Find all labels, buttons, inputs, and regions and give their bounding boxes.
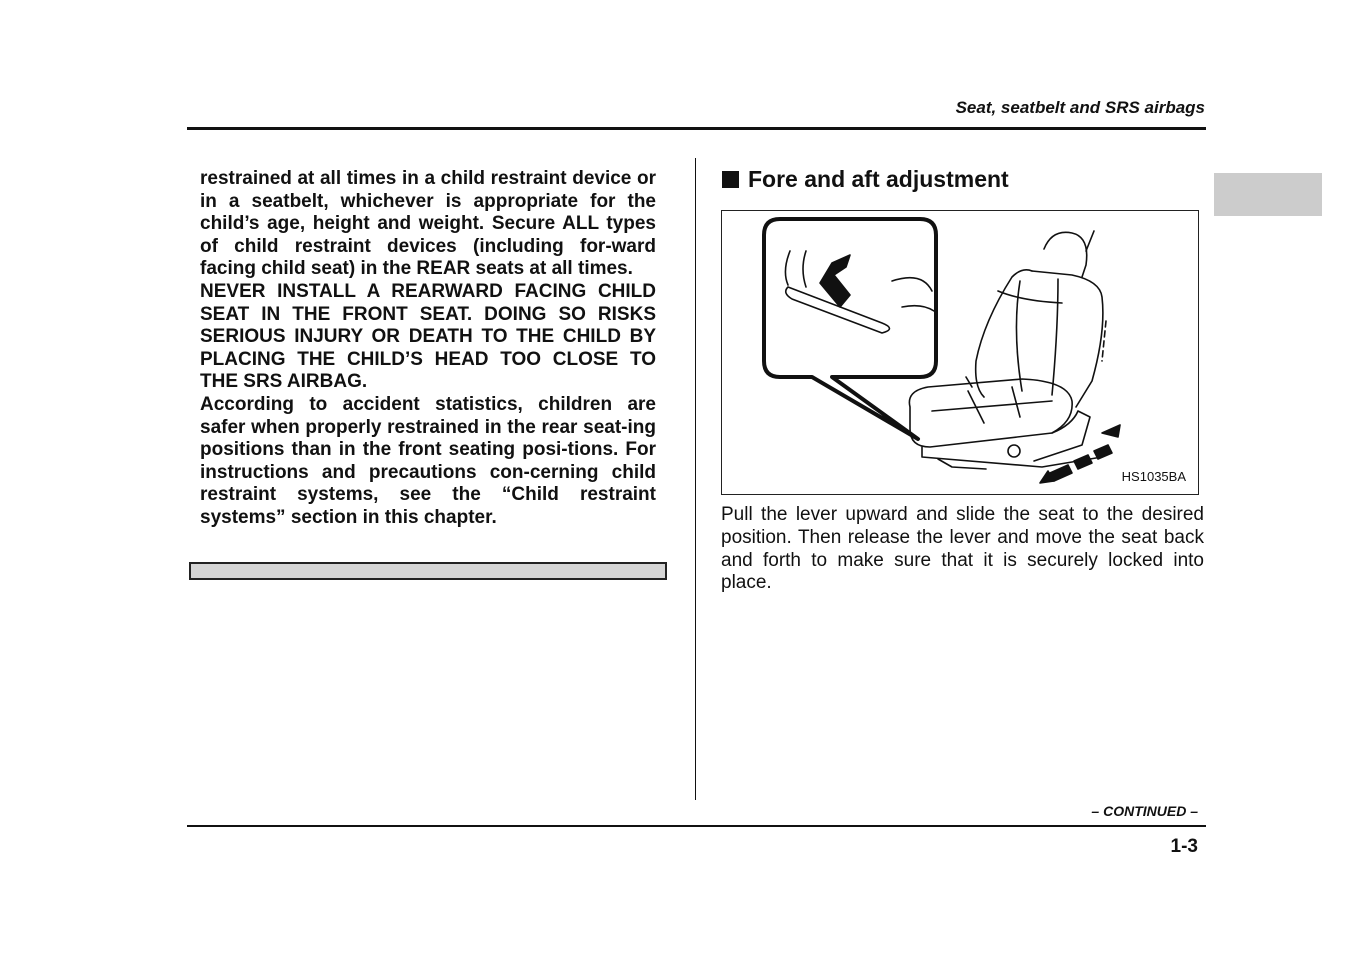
square-bullet-icon — [722, 171, 739, 188]
column-divider — [695, 158, 696, 800]
left-column — [200, 168, 656, 530]
seat-adjust-lever-illustration-icon — [722, 211, 1198, 494]
paragraph-child-restraint: restrained at all times in a child restraint device or in a seatbelt, whichever is appropriate for the child’s age, height and weight. Secure ALL types of child restraint devices (including for-ward facing child seat) in the REAR seats at all times. — [200, 168, 656, 280]
paragraph-rearward-warning: NEVER INSTALL A REARWARD FACING CHILD SEAT IN THE FRONT SEAT. DOING SO RISKS SERIOUS INJURY OR DEATH TO THE CHILD BY PLACING THE CHILD’S HEAD TOO CLOSE TO THE SRS AIRBAG. — [200, 280, 656, 393]
adjustment-instructions-text: Pull the lever upward and slide the seat to the desired position. Then release the lever and move the seat back and forth to make sure that it is securely locked into place. — [721, 504, 1204, 594]
adjustment-instructions — [721, 504, 1204, 595]
seat-adjustment-figure — [721, 210, 1199, 495]
paragraph-accident-statistics: According to accident statistics, children are safer when properly restrained in the rear seat-ing positions than in the front seating posi-tions. For instructions and precautions con-cerning child restraint systems, see the “Child restraint systems” section in this chapter. — [200, 393, 656, 528]
warning-box-end-bar — [189, 562, 667, 580]
figure-code: HS1035BA — [1121, 469, 1186, 484]
footer-rule — [187, 825, 1206, 827]
header-rule — [187, 127, 1206, 130]
chapter-tab — [1214, 173, 1322, 216]
continued-label: – CONTINUED – — [1091, 803, 1198, 819]
section-heading-text: Fore and aft adjustment — [748, 166, 1009, 192]
section-heading — [722, 166, 1009, 193]
page-number: 1-3 — [1170, 836, 1198, 857]
running-header: Seat, seatbelt and SRS airbags — [955, 98, 1205, 117]
